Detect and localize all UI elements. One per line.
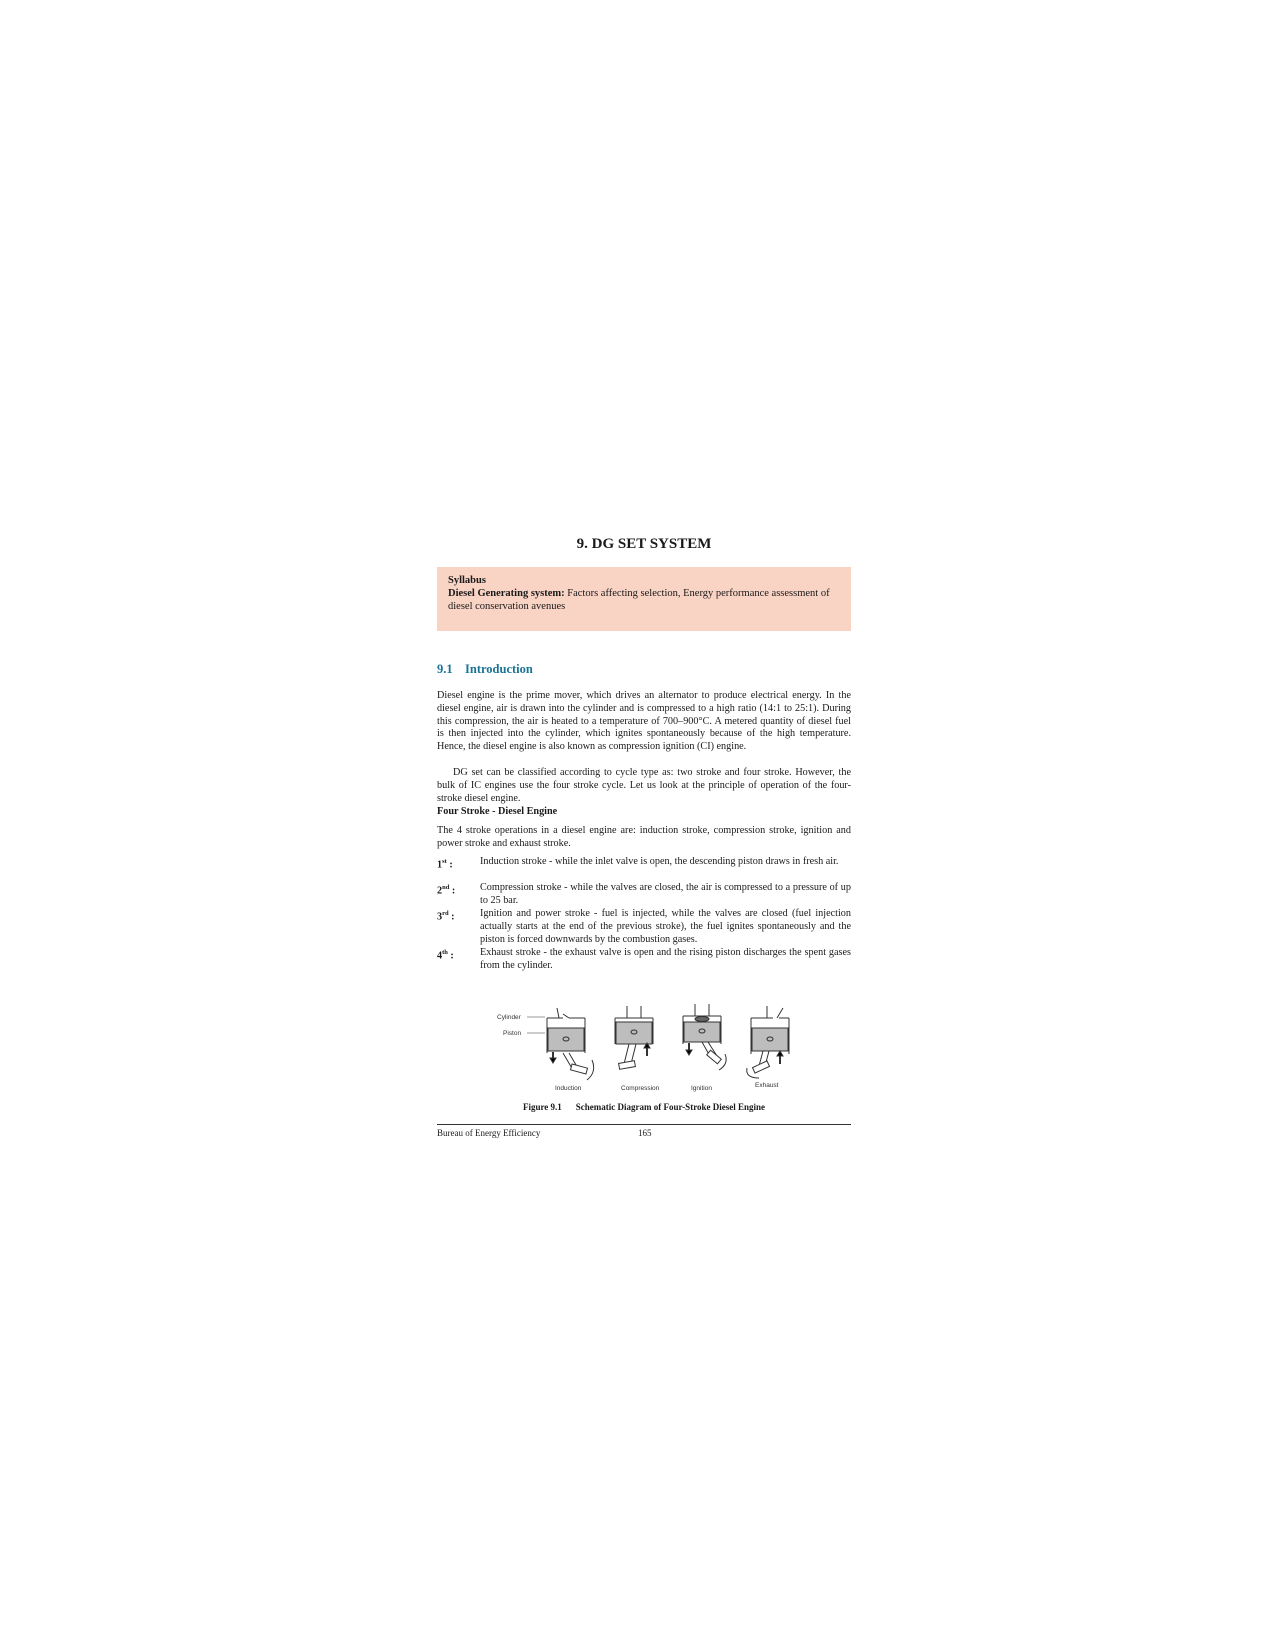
intro-paragraph-1: Diesel engine is the prime mover, which drives an alternator to produce electrical energy. In the diesel engine, air is drawn into the cylinder and is compressed to a high ratio (14:1 to 25:1). During this compression, the air is heated to a temperature of 700–900°C. A metered quantity of diesel fuel is then injected into the cylinder, which ignites spontaneously because of the high temperature. Hence, the diesel engine is also known as compression ignition (CI) engine. (437, 690, 851, 753)
intro-paragraph-2: DG set can be classified according to cycle type as: two stroke and four stroke. However, the bulk of IC engines use the four stroke cycle. Let us look at the principle of operation of the four-stroke diesel engine. (437, 767, 851, 804)
figure-caption (437, 1102, 851, 1112)
subsection-heading: Four Stroke - Diesel Engine (437, 806, 558, 817)
exhaust-label: Exhaust (755, 1082, 779, 1089)
stroke-text: Ignition and power stroke - fuel is injected, while the valves are closed (fuel injection actually starts at the end of the previous stroke), the fuel ignites spontaneously and the piston is forced downwards by the combustion gases. (480, 908, 851, 945)
compression-cylinder (615, 1006, 653, 1069)
syllabus-label: Diesel Generating system: (448, 588, 565, 599)
induction-cylinder (547, 1008, 594, 1080)
syllabus-text: Factors affecting selection, Energy performance assessment of diesel conservation avenues (448, 588, 830, 612)
exhaust-cylinder (747, 1006, 789, 1078)
ignition-cylinder (683, 1004, 726, 1070)
stroke-item-3 (437, 908, 851, 946)
chapter-title: 9. DG SET SYSTEM (576, 536, 712, 552)
syllabus-heading: Syllabus (448, 575, 486, 586)
compression-label: Compression (621, 1085, 660, 1092)
stroke-number: 1st : (437, 858, 453, 871)
syllabus-content (448, 587, 840, 613)
cylinder-label: Cylinder (497, 1014, 521, 1021)
section-heading (437, 662, 533, 677)
stroke-text: Exhaust stroke - the exhaust valve is open and the rising piston discharges the spent gases from the cylinder. (480, 947, 851, 971)
stroke-number: 2nd : (437, 884, 456, 897)
piston-label: Piston (503, 1030, 522, 1037)
figure-caption-text: Schematic Diagram of Four-Stroke Diesel Engine (575, 1102, 766, 1112)
strokes-intro: The 4 stroke operations in a diesel engine are: induction stroke, compression stroke, ignition and power stroke and exhaust stroke. (437, 825, 851, 849)
engine-schematic-figure (497, 998, 797, 1094)
footer-publisher: Bureau of Energy Efficiency (437, 1128, 541, 1138)
induction-label: Induction (555, 1085, 582, 1092)
stroke-item-2 (437, 882, 851, 908)
section-number: 9.1 (437, 662, 453, 676)
stroke-number: 4th : (437, 949, 454, 962)
stroke-text: Induction stroke - while the inlet valve is open, the descending piston draws in fresh air. (480, 856, 839, 867)
footer-divider (437, 1124, 851, 1125)
stroke-number: 3rd : (437, 910, 455, 923)
stroke-item-4 (437, 947, 851, 973)
four-stroke-diagram (497, 998, 797, 1094)
ignition-label: Ignition (691, 1085, 712, 1092)
section-title: Introduction (465, 662, 533, 676)
syllabus-box (437, 567, 851, 631)
figure-number: Figure 9.1 (522, 1102, 562, 1112)
stroke-text: Compression stroke - while the valves are closed, the air is compressed to a pressure of up to 25 bar. (480, 882, 851, 906)
stroke-item-1 (437, 856, 851, 869)
page-number: 165 (638, 1128, 652, 1138)
